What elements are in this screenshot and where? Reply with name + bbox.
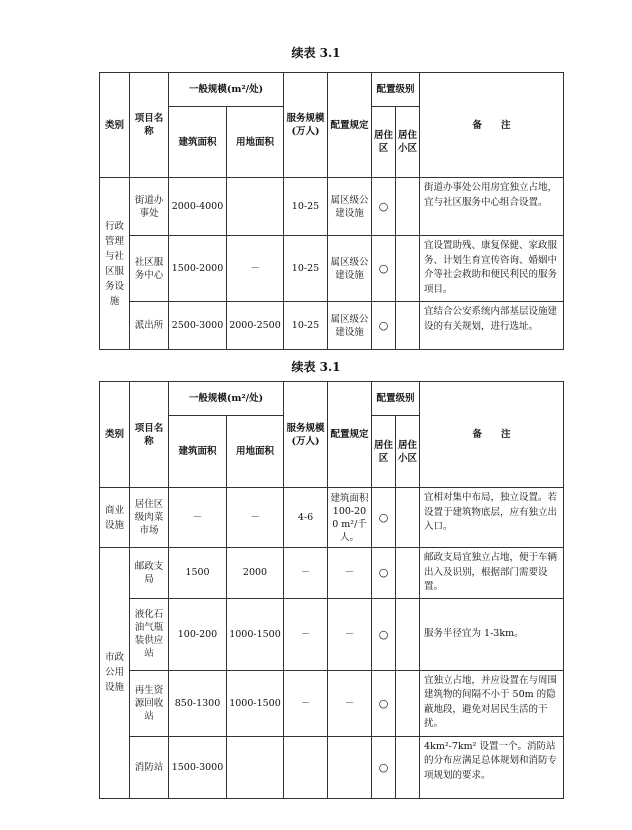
- zone-mark: ○: [372, 548, 396, 599]
- header-residential-zone: 居住区: [372, 416, 396, 488]
- district-mark: [396, 736, 420, 798]
- category-municipal: 市政公用设施: [100, 548, 130, 799]
- service-scale: [284, 736, 328, 798]
- config-rule: －: [328, 598, 372, 670]
- district-mark: [396, 236, 420, 302]
- land-area: 2000: [227, 548, 284, 599]
- remarks-text: 宜独立占地，并应设置在与周围建筑物的间隔不小于 50m 的隐蔽地段，避免对居民生活的干扰。: [420, 670, 564, 736]
- building-area: 1500-2000: [169, 236, 227, 302]
- config-rule: 属区级公建设施: [328, 178, 372, 236]
- land-area: 1000-1500: [227, 670, 284, 736]
- remarks-text: 宜结合公安系统内部基层设施建设的有关规划，进行选址。: [420, 302, 564, 350]
- header-land-area: 用地面积: [227, 416, 284, 488]
- service-scale: －: [284, 670, 328, 736]
- service-scale: 10-25: [284, 302, 328, 350]
- land-area: 2000-2500: [227, 302, 284, 350]
- header-service-scale: 服务规模(万人): [284, 382, 328, 488]
- remarks-text: 服务半径宜为 1-3km。: [420, 598, 564, 670]
- remarks-text: 宜设置助残、康复保健、家政服务、计划生育宣传咨询、婚姻中介等社会救助和便民利民的服务项目。: [420, 236, 564, 302]
- facility-table-1: [99, 72, 564, 350]
- category-admin: 行政管理与社区服务设施: [100, 178, 130, 350]
- remarks-text: 邮政支局宜独立占地，便于车辆出入及识别，根据部门需要设置。: [420, 548, 564, 599]
- header-item: 项目名称: [130, 382, 169, 488]
- table-caption-2: 续表 3.1: [291, 360, 341, 374]
- building-area: 100-200: [169, 598, 227, 670]
- header-service-scale: 服务规模(万人): [284, 73, 328, 178]
- header-scale: 一般规模(m²/处): [169, 382, 284, 416]
- building-area: 2000-4000: [169, 178, 227, 236]
- service-scale: －: [284, 598, 328, 670]
- land-area: [227, 178, 284, 236]
- zone-mark: ○: [372, 488, 396, 548]
- service-scale: 10-25: [284, 236, 328, 302]
- header-residential-district: 居住小区: [396, 416, 420, 488]
- remarks-text: 街道办事处公用房宜独立占地，宜与社区服务中心组合设置。: [420, 178, 564, 236]
- category-commerce: 商业设施: [100, 488, 130, 548]
- item-name: 消防站: [130, 736, 169, 798]
- header-config-level: 配置级别: [372, 382, 420, 416]
- building-area: 2500-3000: [169, 302, 227, 350]
- header-residential-zone: 居住区: [372, 107, 396, 178]
- header-scale: 一般规模(m²/处): [169, 73, 284, 107]
- item-name: 居住区级肉菜市场: [130, 488, 169, 548]
- building-area: 850-1300: [169, 670, 227, 736]
- district-mark: [396, 548, 420, 599]
- config-rule: 属区级公建设施: [328, 302, 372, 350]
- remarks-text: 4km²-7km² 设置一个。消防站的分布应满足总体规划和消防专项规划的要求。: [420, 736, 564, 798]
- facility-table-2: [99, 381, 564, 799]
- district-mark: [396, 488, 420, 548]
- item-name: 社区服务中心: [130, 236, 169, 302]
- config-rule: －: [328, 548, 372, 599]
- zone-mark: ○: [372, 302, 396, 350]
- header-remarks: 备 注: [420, 73, 564, 178]
- header-category: 类别: [100, 382, 130, 488]
- header-residential-district: 居住小区: [396, 107, 420, 178]
- building-area: 1500: [169, 548, 227, 599]
- remarks-text: 宜相对集中布局，独立设置。若设置于建筑物底层，应有独立出入口。: [420, 488, 564, 548]
- zone-mark: ○: [372, 670, 396, 736]
- item-name: 液化石油气瓶装供应站: [130, 598, 169, 670]
- item-name: 邮政支局: [130, 548, 169, 599]
- config-rule: 属区级公建设施: [328, 236, 372, 302]
- land-area: －: [227, 488, 284, 548]
- zone-mark: ○: [372, 236, 396, 302]
- service-scale: 4-6: [284, 488, 328, 548]
- land-area: －: [227, 236, 284, 302]
- header-item: 项目名称: [130, 73, 169, 178]
- district-mark: [396, 178, 420, 236]
- service-scale: 10-25: [284, 178, 328, 236]
- building-area: －: [169, 488, 227, 548]
- district-mark: [396, 670, 420, 736]
- header-config-rule: 配置规定: [328, 73, 372, 178]
- config-rule: [328, 736, 372, 798]
- table-caption-1: 续表 3.1: [291, 46, 341, 60]
- header-config-level: 配置级别: [372, 73, 420, 107]
- header-land-area: 用地面积: [227, 107, 284, 178]
- zone-mark: ○: [372, 598, 396, 670]
- header-building-area: 建筑面积: [169, 416, 227, 488]
- header-building-area: 建筑面积: [169, 107, 227, 178]
- district-mark: [396, 598, 420, 670]
- header-remarks: 备 注: [420, 382, 564, 488]
- service-scale: －: [284, 548, 328, 599]
- zone-mark: ○: [372, 178, 396, 236]
- land-area: [227, 736, 284, 798]
- header-category: 类别: [100, 73, 130, 178]
- item-name: 派出所: [130, 302, 169, 350]
- item-name: 再生资源回收站: [130, 670, 169, 736]
- header-config-rule: 配置规定: [328, 382, 372, 488]
- building-area: 1500-3000: [169, 736, 227, 798]
- district-mark: [396, 302, 420, 350]
- zone-mark: ○: [372, 736, 396, 798]
- land-area: 1000-1500: [227, 598, 284, 670]
- config-rule: －: [328, 670, 372, 736]
- config-rule: 建筑面积 100-200 m²/千人。: [328, 488, 372, 548]
- item-name: 街道办事处: [130, 178, 169, 236]
